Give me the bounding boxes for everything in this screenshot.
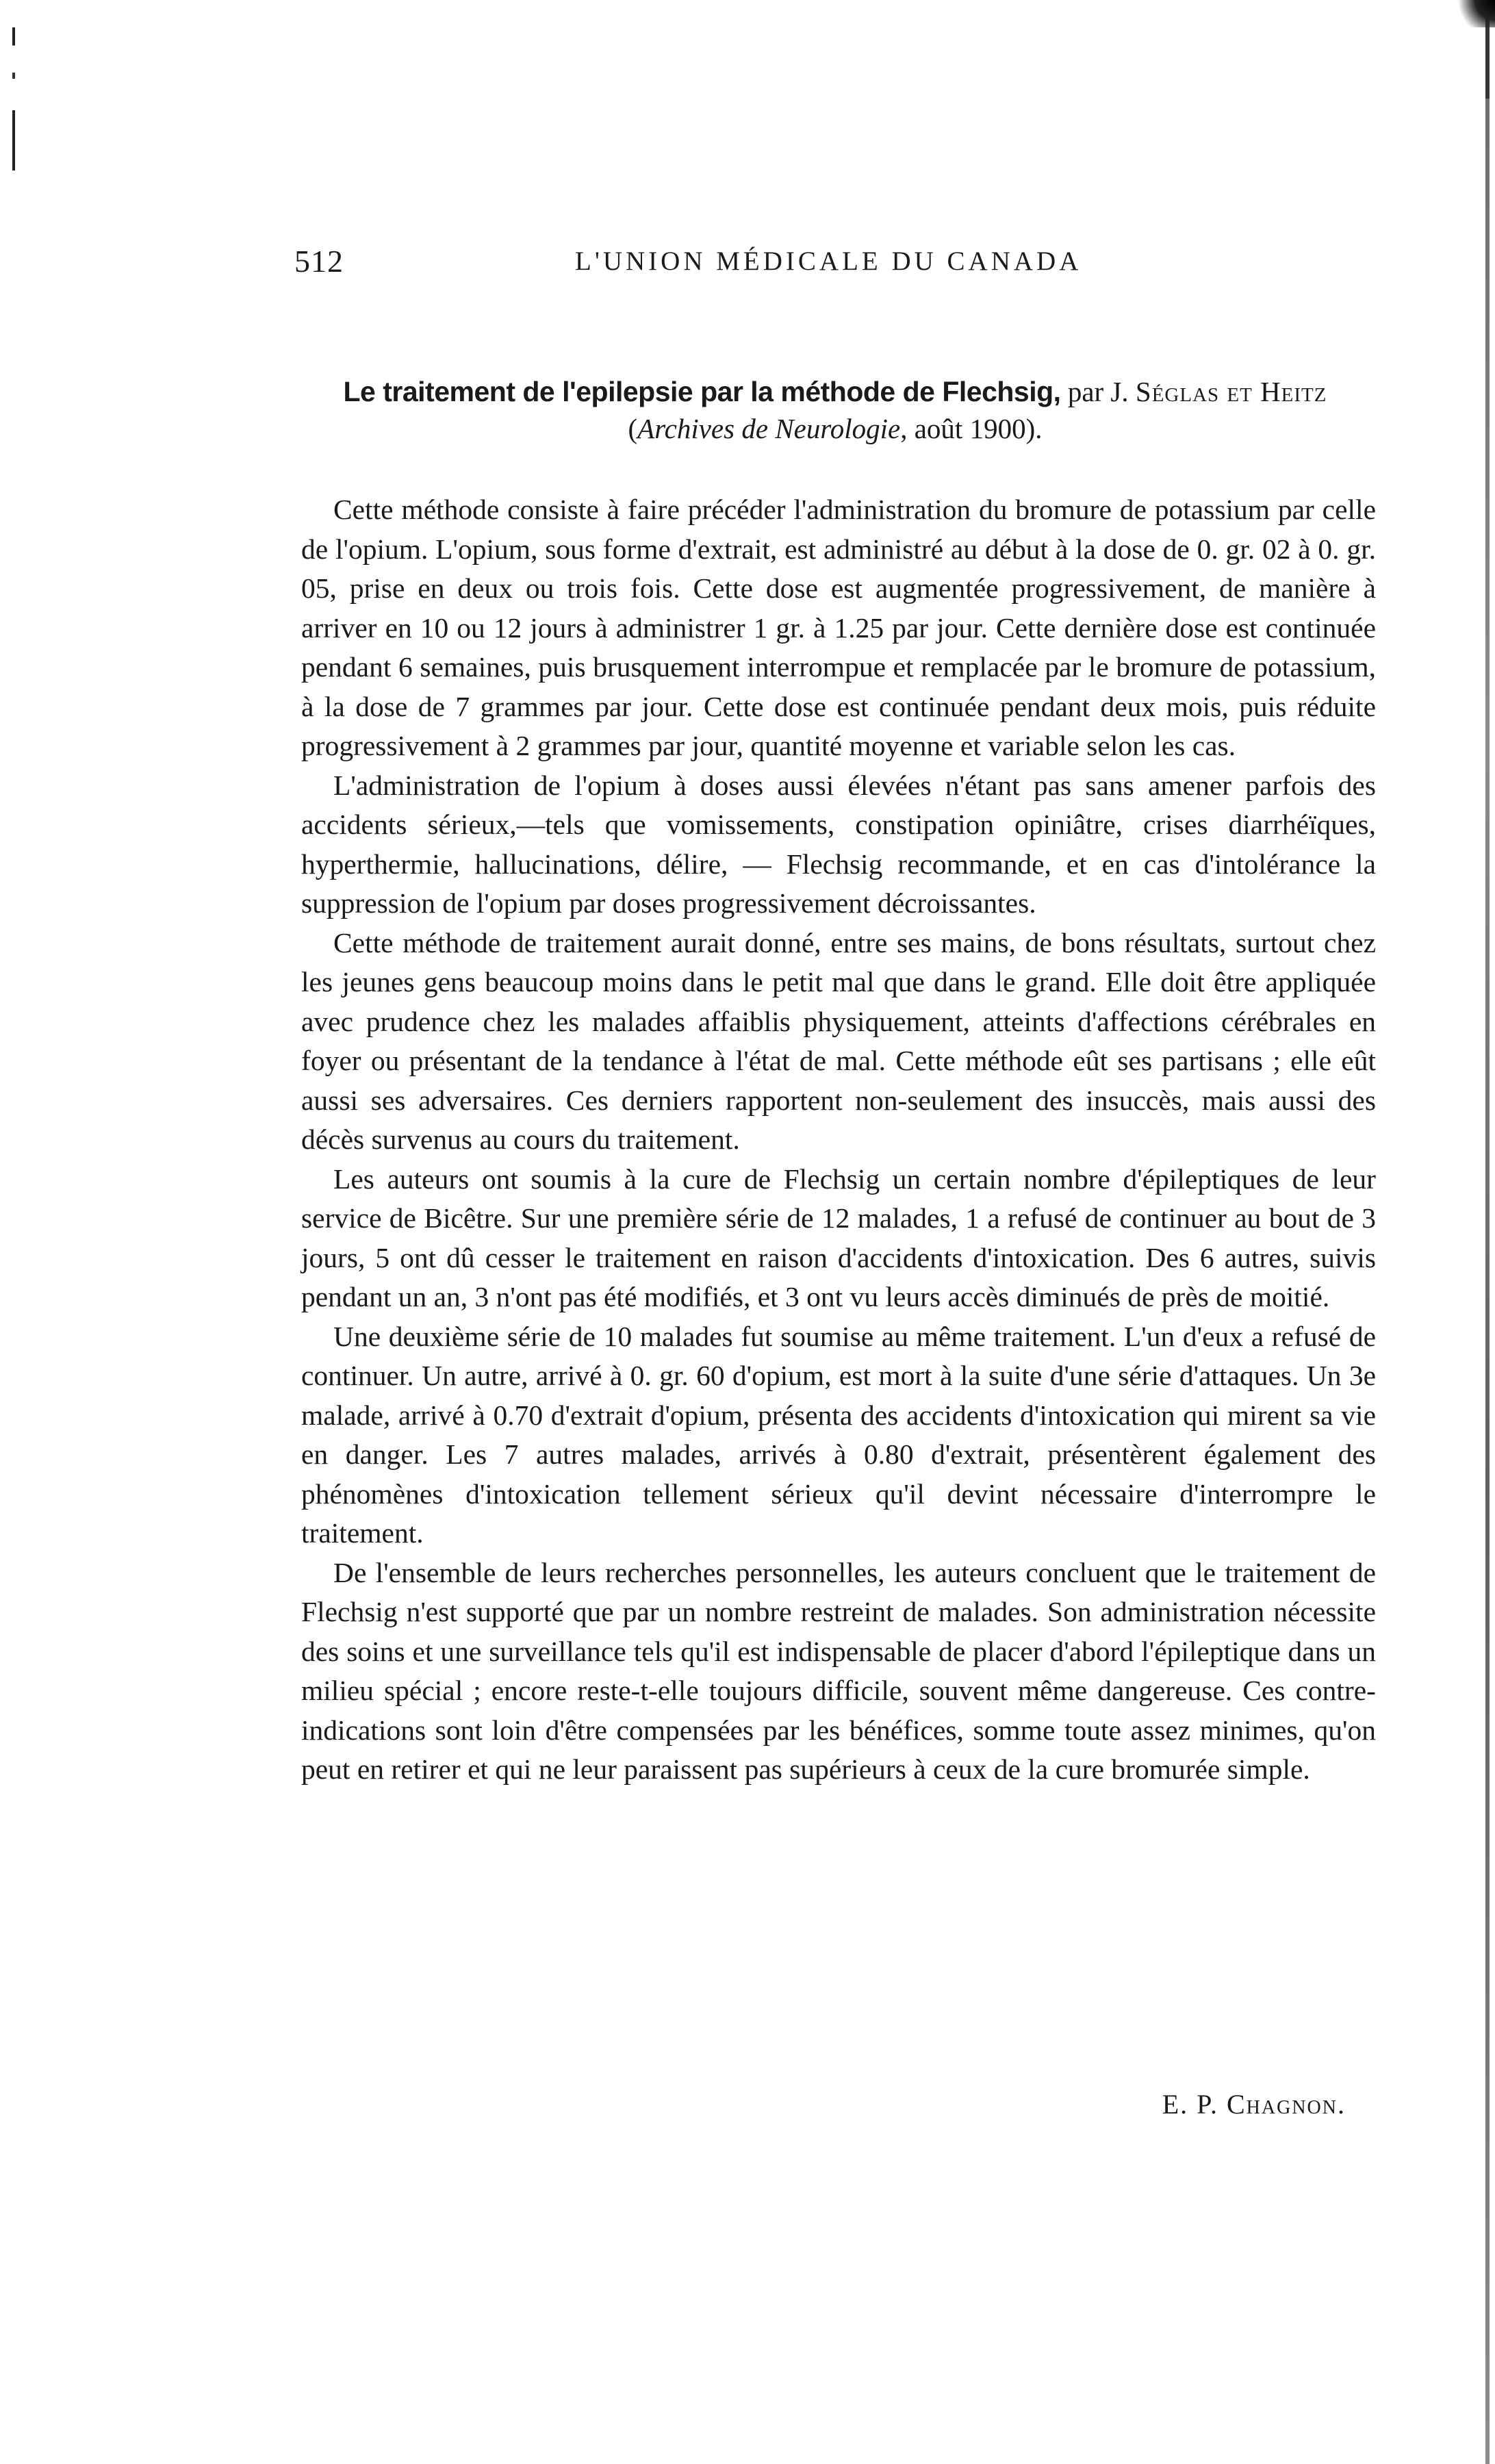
- article-authors: Séglas et Heitz: [1135, 376, 1327, 407]
- authors-prefix: par J.: [1067, 376, 1129, 407]
- scan-edge-left: [12, 27, 15, 178]
- source-date: , août 1900).: [900, 413, 1043, 444]
- article-body: [301, 490, 1376, 1790]
- source-journal: Archives de Neurologie: [637, 413, 901, 444]
- scan-corner-mark: [1454, 0, 1495, 27]
- scan-edge-right: [1485, 0, 1490, 2464]
- paragraph-conclusion: De l'ensemble de leurs recherches personnelles, les auteurs concluent que le traitement de Flechsig n'est supporté que par un nombre restreint de malades. Son administration nécessite des soins et une surveillance tels qu'il est indispensable de placer d'abord l'épileptique dans un milieu spécial ; encore reste-t-elle toujours difficile, souvent même dangereuse. Ces contre-indications sont loin d'être compensées par les bénéfices, somme toute assez minimes, qu'on peut en retirer et qui ne leur paraissent pas supérieurs à ceux de la cure bromurée simple.: [301, 1556, 1376, 1785]
- source-open-paren: (: [628, 413, 638, 444]
- journal-title: L'UNION MÉDICALE DU CANADA: [575, 246, 1082, 276]
- paragraph-results: Cette méthode de traitement aurait donné, entre ses mains, de bons résultats, surtout chez les jeunes gens beaucoup moins dans le petit mal que dans le grand. Elle doit être appliquée avec prudence chez les malades affaiblis physiquement, atteints d'affections cérébrales en foyer ou présentant de la tendance à l'état de mal. Cette méthode eût ses partisans ; elle eût aussi ses adversaires. Ces derniers rapportent non-seulement des insuccès, mais aussi des décès survenus au cours du traitement.: [301, 926, 1376, 1155]
- paragraph-method: Cette méthode consiste à faire précéder l'administration du bromure de potassium par celle de l'opium. L'opium, sous forme d'extrait, est administré au début à la dose de 0. gr. 02 à 0. gr. 05, prise en deux ou trois fois. Cette dose est augmentée progressivement, de manière à arriver en 10 ou 12 jours à administrer 1 gr. à 1.25 par jour. Cette dernière dose est continuée pendant 6 semaines, puis brusquement interrompue et remplacée par le bromure de potassium, à la dose de 7 grammes par jour. Cette dose est continuée pendant deux mois, puis réduite progressivement à 2 grammes par jour, quantité moyenne et variable selon les cas.: [301, 494, 1376, 761]
- article-heading: [294, 373, 1376, 447]
- paragraph-accidents: L'administration de l'opium à doses aussi élevées n'étant pas sans amener parfois des accidents sérieux,—tels que vomissements, constipation opiniâtre, crises diarrhéïques, hyperthermie, hallucinations, délire, — Flechsig recommande, et en cas d'intolérance la suppression de l'opium par doses progressivement décroissantes.: [301, 769, 1376, 919]
- author-signature: E. P. Chagnon.: [1162, 2089, 1346, 2120]
- page-number: 512: [294, 244, 344, 279]
- article-title: Le traitement de l'epilepsie par la méthode de Flechsig,: [343, 376, 1061, 407]
- running-header: [294, 243, 1150, 284]
- paragraph-first-series: Les auteurs ont soumis à la cure de Flechsig un certain nombre d'épileptiques de leur service de Bicêtre. Sur une première série de 12 malades, 1 a refusé de continuer au bout de 3 jours, 5 ont dû cesser le traitement en raison d'accidents d'intoxication. Des 6 autres, suivis pendant un an, 3 n'ont pas été modifiés, et 3 ont vu leurs accès diminués de près de moitié.: [301, 1163, 1376, 1312]
- paragraph-second-series: Une deuxième série de 10 malades fut soumise au même traitement. L'un d'eux a refusé de continuer. Un autre, arrivé à 0. gr. 60 d'opium, est mort à la suite d'une série d'attaques. Un 3e malade, arrivé à 0.70 d'extrait d'opium, présenta des accidents d'intoxication qui mirent sa vie en danger. Les 7 autres malades, arrivés à 0.80 d'extrait, présentèrent également des phénomènes d'intoxication tellement sérieux qu'il devint nécessaire d'interrompre le traitement.: [301, 1320, 1376, 1549]
